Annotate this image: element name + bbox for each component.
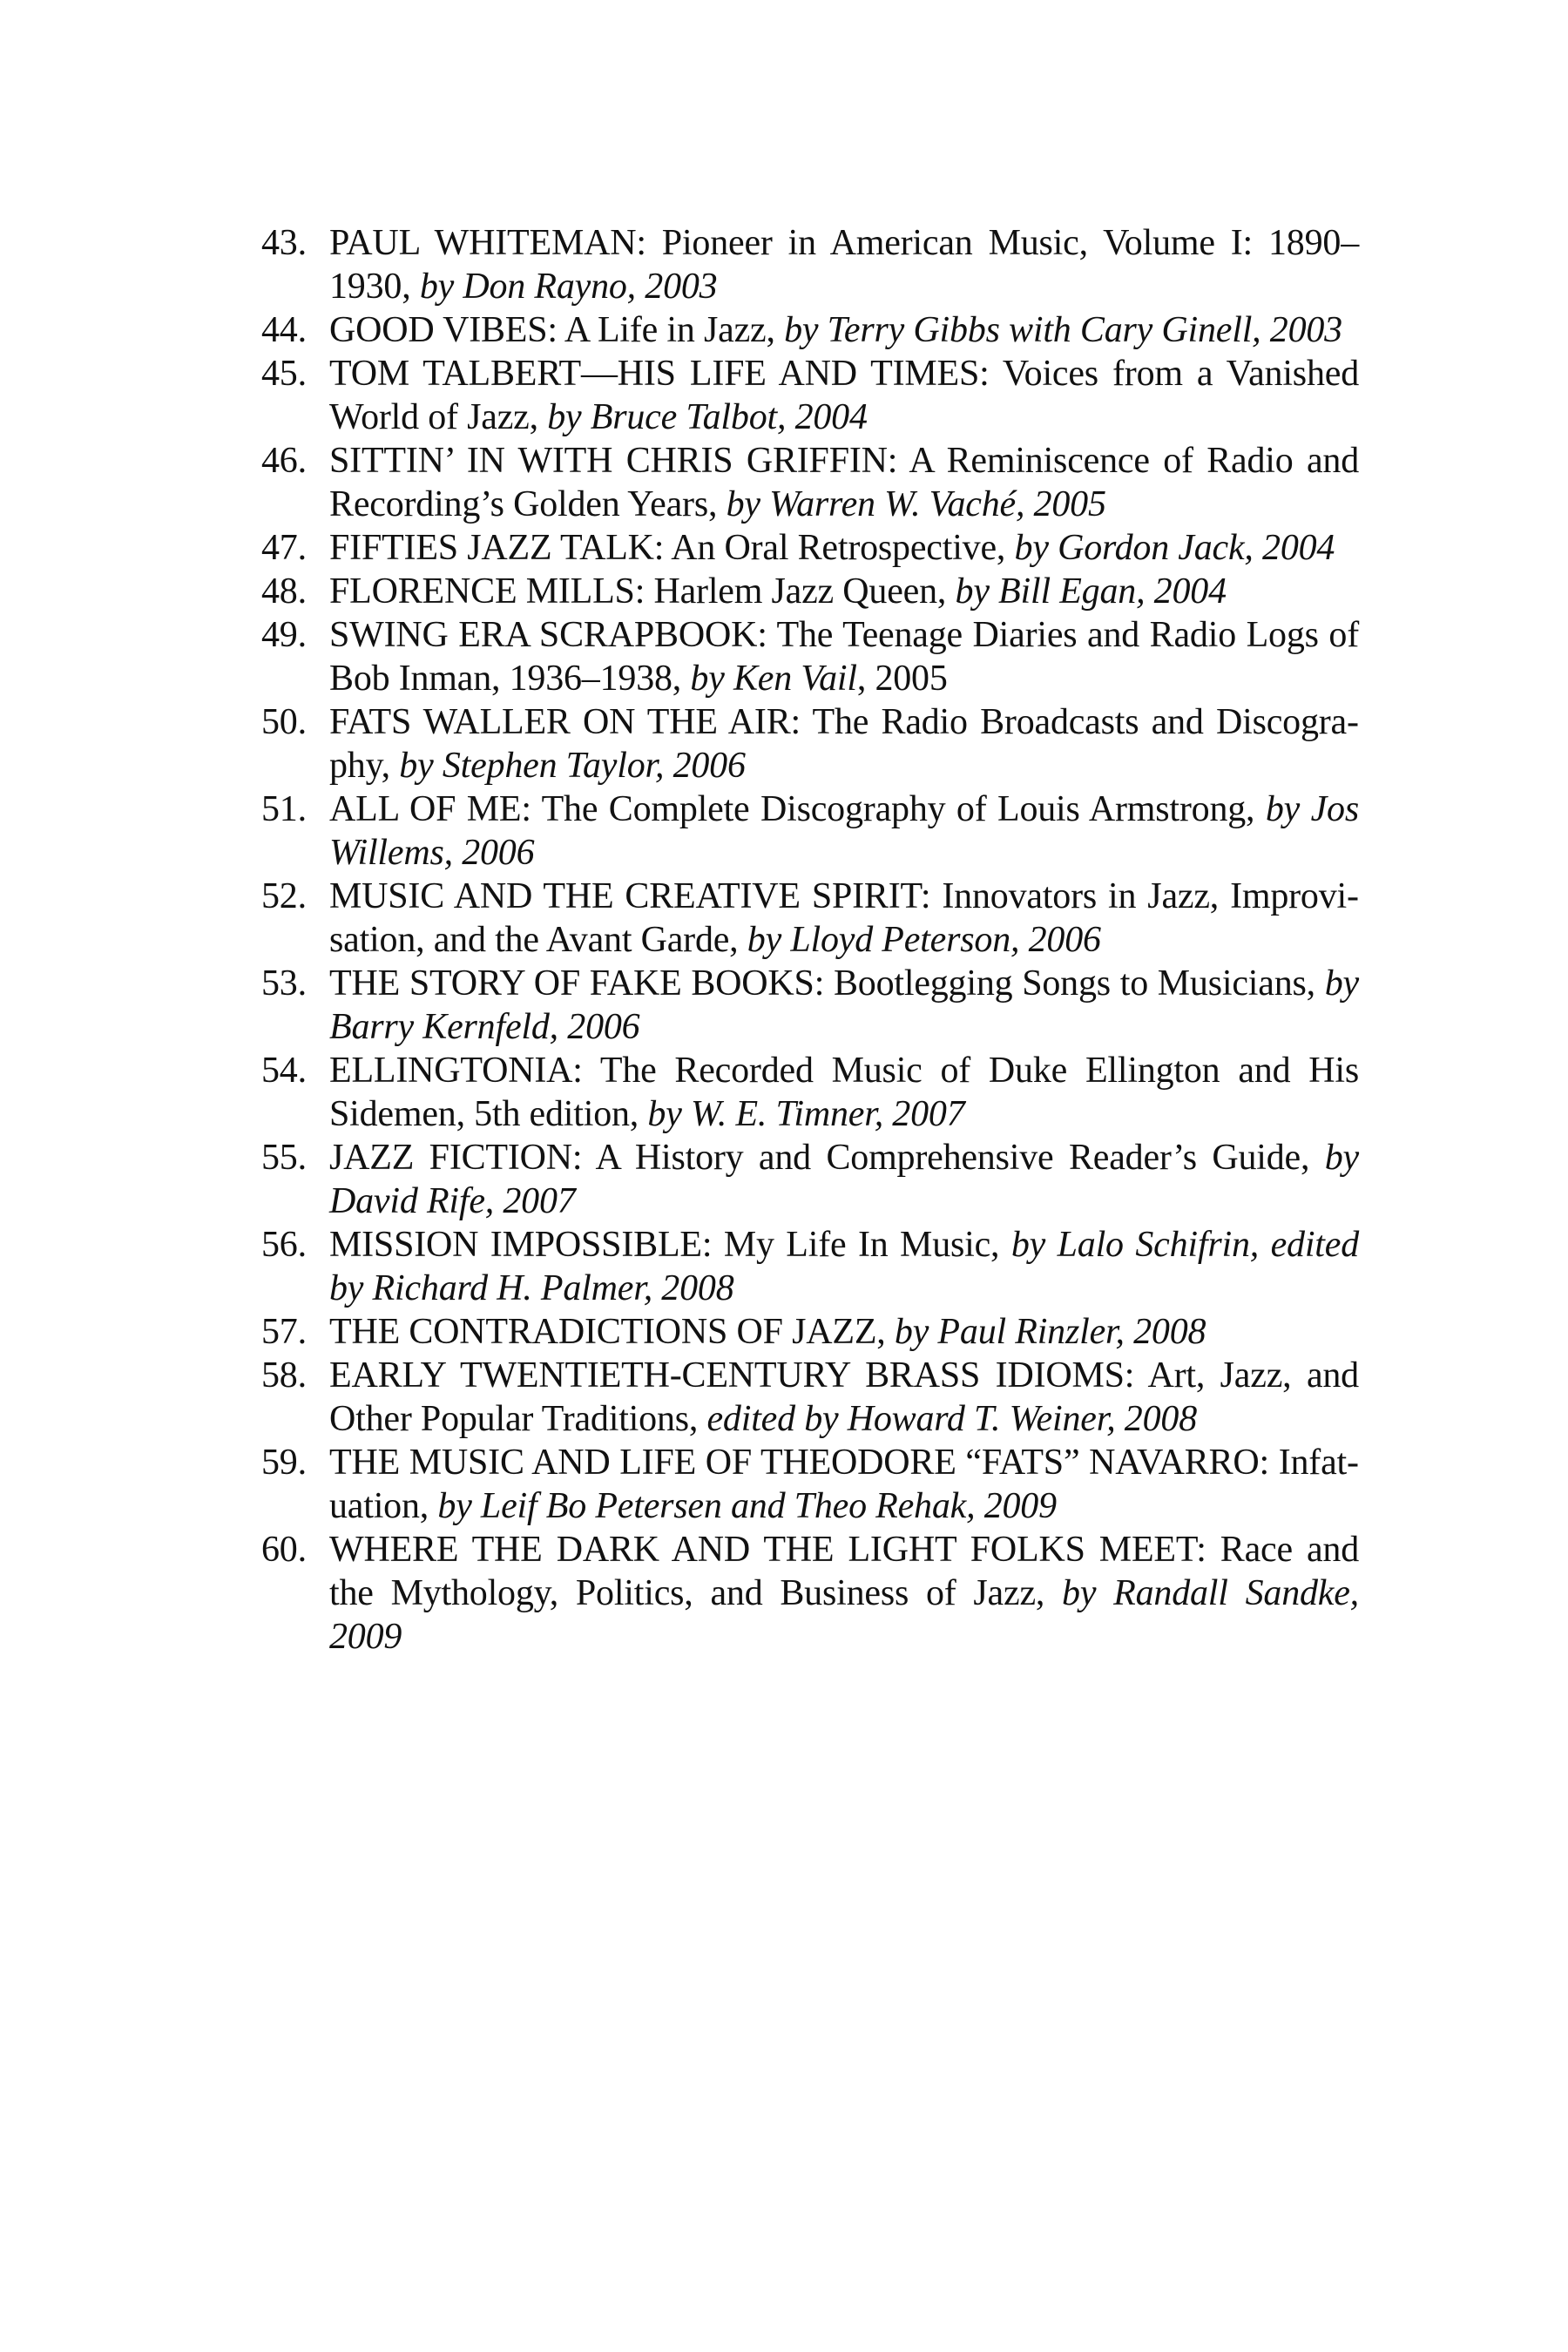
entry-byline: by Terry Gibbs with Cary Ginell, 2003	[784, 310, 1342, 350]
entry-byline: by Leif Bo Petersen and Theo Rehak, 2009	[437, 1486, 1057, 1526]
entry-byline: by Lalo Schifrin, edited by Richard H. Palmer, 2008	[329, 1225, 1359, 1308]
list-item	[261, 221, 1359, 308]
entry-body	[329, 1225, 1359, 1308]
entry-body	[329, 615, 1359, 699]
entry-title-text: FLORENCE MILLS: Harlem Jazz Queen,	[329, 571, 956, 612]
entry-byline: by Gordon Jack, 2004	[1014, 528, 1335, 568]
entry-body	[329, 571, 1227, 612]
entry-byline: by Warren W. Vaché, 2005	[726, 484, 1106, 524]
entry-number: 47.	[261, 528, 307, 568]
entry-title-text: JAZZ FICTION: A History and Comprehensive Reader’s Guide,	[329, 1138, 1325, 1178]
entry-number: 49.	[261, 615, 307, 655]
entry-number: 51.	[261, 789, 307, 829]
entry-body	[329, 354, 1359, 437]
list-item	[261, 1528, 1359, 1659]
entry-number: 45.	[261, 354, 307, 394]
entry-number: 59.	[261, 1443, 307, 1483]
entry-byline: by David Rife, 2007	[329, 1138, 1359, 1221]
entry-body	[329, 1138, 1359, 1221]
entry-title-text: SWING ERA SCRAPBOOK: The Teenage Diaries and Radio Logs of Bob Inman, 1936–1938,	[329, 615, 1359, 699]
entry-byline: by W. E. Timner, 2007	[647, 1094, 965, 1134]
entry-byline: by Barry Kernfeld, 2006	[329, 963, 1359, 1047]
entry-byline: by Bruce Talbot, 2004	[547, 397, 868, 437]
entry-number: 43.	[261, 223, 307, 263]
list-item	[261, 787, 1359, 875]
entry-byline: by Lloyd Peterson, 2006	[747, 920, 1101, 960]
entry-body	[329, 1051, 1359, 1134]
entry-body	[329, 310, 1342, 350]
entry-byline: by Jos Willems, 2006	[329, 789, 1359, 873]
entry-title-text: WHERE THE DARK AND THE LIGHT FOLKS MEET: Race and the Mythology, Politics, and Business of Jazz,	[329, 1530, 1359, 1613]
list-item	[261, 875, 1359, 962]
list-item	[261, 1310, 1359, 1354]
entry-title-text: FIFTIES JAZZ TALK: An Oral Retrospective,	[329, 528, 1015, 568]
entry-title-text: ELLINGTONIA: The Recorded Music of Duke Ellington and His Sidemen, 5th edition,	[329, 1051, 1359, 1134]
entry-body	[329, 1530, 1359, 1657]
book-list	[261, 221, 1359, 1659]
entry-title-text: EARLY TWENTIETH-CENTURY BRASS IDIOMS: Art, Jazz, and Other Popular Traditions,	[329, 1355, 1359, 1439]
list-item	[261, 1049, 1359, 1136]
entry-number: 58.	[261, 1355, 307, 1396]
entry-number: 57.	[261, 1312, 307, 1352]
entry-title-text: FATS WALLER ON THE AIR: The Radio Broadcasts and Discography,	[329, 702, 1359, 786]
list-item	[261, 1354, 1359, 1441]
entry-body	[329, 963, 1359, 1047]
entry-body	[329, 876, 1359, 960]
list-item	[261, 700, 1359, 787]
entry-body	[329, 223, 1359, 307]
entry-number: 53.	[261, 963, 307, 1004]
list-item	[261, 1223, 1359, 1310]
entry-title-text: ALL OF ME: The Complete Discography of Louis Armstrong,	[329, 789, 1266, 829]
entry-number: 50.	[261, 702, 307, 742]
entry-title-text: , 2005	[856, 659, 948, 699]
entry-number: 48.	[261, 571, 307, 612]
list-item	[261, 352, 1359, 439]
entry-number: 56.	[261, 1225, 307, 1265]
entry-number: 54.	[261, 1051, 307, 1091]
entry-title-text: SITTIN’ IN WITH CHRIS GRIFFIN: A Reminiscence of Radio and Recording’s Golden Years,	[329, 441, 1359, 524]
list-item	[261, 570, 1359, 613]
list-item	[261, 308, 1359, 352]
entry-number: 52.	[261, 876, 307, 916]
entry-title-text: GOOD VIBES: A Life in Jazz,	[329, 310, 785, 350]
entry-byline: by Stephen Taylor, 2006	[399, 746, 746, 786]
list-item	[261, 962, 1359, 1049]
entry-title-text: TOM TALBERT—HIS LIFE AND TIMES: Voices from a Vanished World of Jazz,	[329, 354, 1359, 437]
entry-title-text: THE STORY OF FAKE BOOKS: Bootlegging Songs to Musicians,	[329, 963, 1325, 1004]
list-item	[261, 526, 1359, 570]
entry-byline: by Randall Sandke, 2009	[329, 1573, 1359, 1657]
entry-body	[329, 1312, 1206, 1352]
list-item	[261, 439, 1359, 526]
entry-title-text: THE CONTRADICTIONS OF JAZZ,	[329, 1312, 895, 1352]
entry-body	[329, 528, 1335, 568]
entry-byline: by Ken Vail	[690, 659, 857, 699]
entry-number: 60.	[261, 1530, 307, 1570]
entry-byline: by Bill Egan, 2004	[955, 571, 1227, 612]
entry-number: 44.	[261, 310, 307, 350]
list-item	[261, 613, 1359, 700]
entry-byline: by Paul Rinzler, 2008	[894, 1312, 1206, 1352]
entry-body	[329, 1355, 1359, 1439]
list-item	[261, 1136, 1359, 1223]
entry-body	[329, 441, 1359, 524]
entry-title-text: PAUL WHITEMAN: Pioneer in American Music, Volume I: 1890–1930,	[329, 223, 1359, 307]
entry-number: 46.	[261, 441, 307, 481]
entry-title-text: THE MUSIC AND LIFE OF THEODORE “FATS” NAVARRO: Infatuation,	[329, 1443, 1359, 1526]
entry-title-text: MUSIC AND THE CREATIVE SPIRIT: Innovators in Jazz, Improvisation, and the Avant Garde,	[329, 876, 1359, 960]
entry-byline: by Don Rayno, 2003	[419, 267, 718, 307]
entry-body	[329, 702, 1359, 786]
entry-body	[329, 789, 1359, 873]
entry-number: 55.	[261, 1138, 307, 1178]
entry-byline: edited by Howard T. Weiner, 2008	[706, 1399, 1197, 1439]
entry-title-text: MISSION IMPOSSIBLE: My Life In Music,	[329, 1225, 1011, 1265]
entry-body	[329, 1443, 1359, 1526]
list-item	[261, 1441, 1359, 1528]
